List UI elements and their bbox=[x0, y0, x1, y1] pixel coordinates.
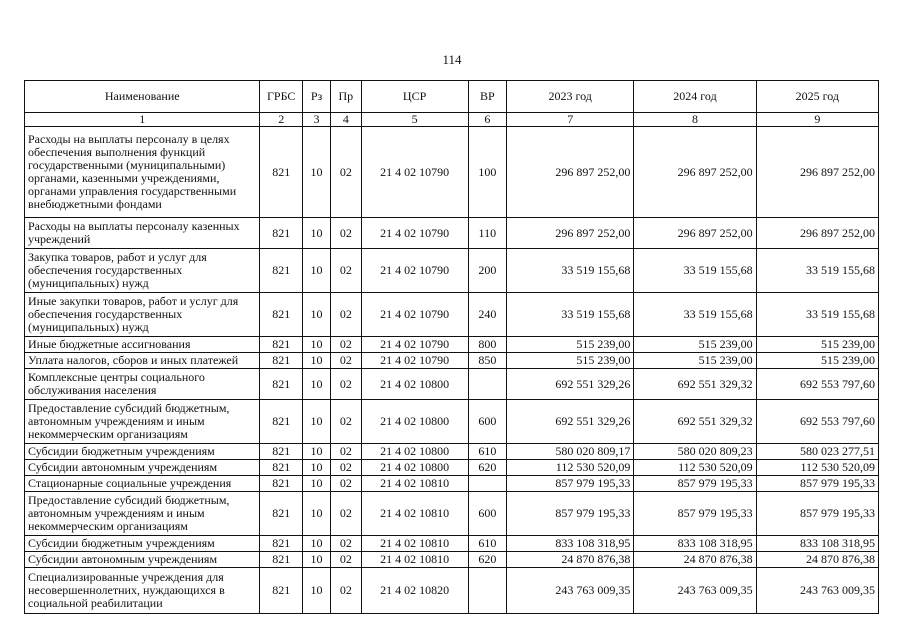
row-amount-2025: 833 108 318,95 bbox=[756, 536, 878, 552]
column-number: 5 bbox=[361, 113, 468, 127]
row-vr: 110 bbox=[468, 218, 506, 249]
table-row bbox=[25, 337, 879, 353]
row-amount-2024: 833 108 318,95 bbox=[634, 536, 756, 552]
row-pr: 02 bbox=[331, 127, 361, 218]
row-pr: 02 bbox=[331, 353, 361, 369]
row-grbs: 821 bbox=[260, 337, 302, 353]
row-grbs: 821 bbox=[260, 249, 302, 293]
row-name: Иные закупки товаров, работ и услуг для обеспечения государственных (муниципальных) нужд bbox=[25, 293, 260, 337]
row-grbs: 821 bbox=[260, 369, 302, 400]
row-grbs: 821 bbox=[260, 568, 302, 614]
row-grbs: 821 bbox=[260, 552, 302, 568]
row-vr bbox=[468, 369, 506, 400]
row-amount-2025: 296 897 252,00 bbox=[756, 218, 878, 249]
row-amount-2023: 296 897 252,00 bbox=[507, 218, 634, 249]
row-rz: 10 bbox=[302, 369, 330, 400]
row-grbs: 821 bbox=[260, 444, 302, 460]
row-csr: 21 4 02 10800 bbox=[361, 369, 468, 400]
column-number: 8 bbox=[634, 113, 756, 127]
row-amount-2023: 857 979 195,33 bbox=[507, 492, 634, 536]
header-vr: ВР bbox=[468, 81, 506, 113]
row-amount-2025: 33 519 155,68 bbox=[756, 249, 878, 293]
row-rz: 10 bbox=[302, 293, 330, 337]
row-pr: 02 bbox=[331, 218, 361, 249]
row-name: Специализированные учреждения для несовершеннолетних, нуждающихся в социальной реабилитации bbox=[25, 568, 260, 614]
table-row bbox=[25, 353, 879, 369]
column-number: 7 bbox=[507, 113, 634, 127]
row-pr: 02 bbox=[331, 400, 361, 444]
row-rz: 10 bbox=[302, 492, 330, 536]
row-name: Иные бюджетные ассигнования bbox=[25, 337, 260, 353]
row-amount-2024: 296 897 252,00 bbox=[634, 218, 756, 249]
column-number: 2 bbox=[260, 113, 302, 127]
row-vr: 100 bbox=[468, 127, 506, 218]
table-row bbox=[25, 492, 879, 536]
row-pr: 02 bbox=[331, 476, 361, 492]
row-name: Расходы на выплаты персоналу в целях обеспечения выполнения функций государственными (муниципальными) органами, казенными учреждениями, органами управления государственными внебюджетными фондами bbox=[25, 127, 260, 218]
row-grbs: 821 bbox=[260, 492, 302, 536]
row-pr: 02 bbox=[331, 337, 361, 353]
table-row bbox=[25, 552, 879, 568]
row-rz: 10 bbox=[302, 249, 330, 293]
row-csr: 21 4 02 10790 bbox=[361, 218, 468, 249]
row-amount-2023: 692 551 329,26 bbox=[507, 369, 634, 400]
table-header-row bbox=[25, 81, 879, 113]
row-name: Комплексные центры социального обслуживания населения bbox=[25, 369, 260, 400]
row-amount-2023: 33 519 155,68 bbox=[507, 293, 634, 337]
row-csr: 21 4 02 10800 bbox=[361, 460, 468, 476]
row-pr: 02 bbox=[331, 492, 361, 536]
row-amount-2023: 857 979 195,33 bbox=[507, 476, 634, 492]
row-grbs: 821 bbox=[260, 127, 302, 218]
header-2025: 2025 год bbox=[756, 81, 878, 113]
row-vr: 800 bbox=[468, 337, 506, 353]
row-csr: 21 4 02 10790 bbox=[361, 293, 468, 337]
row-amount-2023: 24 870 876,38 bbox=[507, 552, 634, 568]
row-amount-2024: 296 897 252,00 bbox=[634, 127, 756, 218]
table-row bbox=[25, 460, 879, 476]
row-csr: 21 4 02 10810 bbox=[361, 536, 468, 552]
header-pr: Пр bbox=[331, 81, 361, 113]
column-number: 3 bbox=[302, 113, 330, 127]
row-rz: 10 bbox=[302, 218, 330, 249]
row-amount-2024: 515 239,00 bbox=[634, 353, 756, 369]
row-vr bbox=[468, 568, 506, 614]
row-amount-2023: 515 239,00 bbox=[507, 353, 634, 369]
table-row bbox=[25, 400, 879, 444]
row-pr: 02 bbox=[331, 293, 361, 337]
row-csr: 21 4 02 10800 bbox=[361, 444, 468, 460]
row-grbs: 821 bbox=[260, 400, 302, 444]
row-vr: 610 bbox=[468, 536, 506, 552]
row-rz: 10 bbox=[302, 337, 330, 353]
row-grbs: 821 bbox=[260, 353, 302, 369]
row-name: Предоставление субсидий бюджетным, автономным учреждениям и иным некоммерческим организациям bbox=[25, 400, 260, 444]
row-amount-2023: 33 519 155,68 bbox=[507, 249, 634, 293]
row-amount-2025: 580 023 277,51 bbox=[756, 444, 878, 460]
column-number-row bbox=[25, 113, 879, 127]
row-amount-2025: 515 239,00 bbox=[756, 337, 878, 353]
row-name: Предоставление субсидий бюджетным, автономным учреждениям и иным некоммерческим организациям bbox=[25, 492, 260, 536]
row-amount-2024: 24 870 876,38 bbox=[634, 552, 756, 568]
row-pr: 02 bbox=[331, 536, 361, 552]
row-csr: 21 4 02 10790 bbox=[361, 249, 468, 293]
table-row bbox=[25, 293, 879, 337]
table-row bbox=[25, 568, 879, 614]
row-rz: 10 bbox=[302, 552, 330, 568]
row-amount-2025: 24 870 876,38 bbox=[756, 552, 878, 568]
row-grbs: 821 bbox=[260, 460, 302, 476]
row-name: Расходы на выплаты персоналу казенных учреждений bbox=[25, 218, 260, 249]
row-amount-2025: 515 239,00 bbox=[756, 353, 878, 369]
row-amount-2024: 243 763 009,35 bbox=[634, 568, 756, 614]
table-row bbox=[25, 369, 879, 400]
row-rz: 10 bbox=[302, 476, 330, 492]
row-csr: 21 4 02 10810 bbox=[361, 552, 468, 568]
row-amount-2024: 692 551 329,32 bbox=[634, 400, 756, 444]
row-pr: 02 bbox=[331, 249, 361, 293]
row-csr: 21 4 02 10810 bbox=[361, 476, 468, 492]
row-amount-2023: 833 108 318,95 bbox=[507, 536, 634, 552]
row-csr: 21 4 02 10790 bbox=[361, 337, 468, 353]
column-number: 1 bbox=[25, 113, 260, 127]
row-amount-2025: 243 763 009,35 bbox=[756, 568, 878, 614]
row-amount-2025: 857 979 195,33 bbox=[756, 492, 878, 536]
header-2024: 2024 год bbox=[634, 81, 756, 113]
row-pr: 02 bbox=[331, 552, 361, 568]
table-row bbox=[25, 476, 879, 492]
row-name: Субсидии бюджетным учреждениям bbox=[25, 444, 260, 460]
header-name: Наименование bbox=[25, 81, 260, 113]
row-amount-2024: 857 979 195,33 bbox=[634, 476, 756, 492]
row-amount-2024: 33 519 155,68 bbox=[634, 293, 756, 337]
row-amount-2025: 692 553 797,60 bbox=[756, 369, 878, 400]
row-amount-2025: 296 897 252,00 bbox=[756, 127, 878, 218]
row-amount-2025: 33 519 155,68 bbox=[756, 293, 878, 337]
row-amount-2024: 515 239,00 bbox=[634, 337, 756, 353]
row-vr: 850 bbox=[468, 353, 506, 369]
row-vr: 620 bbox=[468, 460, 506, 476]
page-number: 114 bbox=[442, 52, 462, 67]
table-row bbox=[25, 444, 879, 460]
row-amount-2024: 33 519 155,68 bbox=[634, 249, 756, 293]
row-amount-2023: 515 239,00 bbox=[507, 337, 634, 353]
row-grbs: 821 bbox=[260, 476, 302, 492]
row-amount-2023: 692 551 329,26 bbox=[507, 400, 634, 444]
column-number: 9 bbox=[756, 113, 878, 127]
row-rz: 10 bbox=[302, 127, 330, 218]
row-rz: 10 bbox=[302, 460, 330, 476]
row-vr: 240 bbox=[468, 293, 506, 337]
row-amount-2023: 243 763 009,35 bbox=[507, 568, 634, 614]
row-amount-2023: 580 020 809,17 bbox=[507, 444, 634, 460]
header-csr: ЦСР bbox=[361, 81, 468, 113]
row-name: Закупка товаров, работ и услуг для обеспечения государственных (муниципальных) нужд bbox=[25, 249, 260, 293]
row-amount-2024: 112 530 520,09 bbox=[634, 460, 756, 476]
row-pr: 02 bbox=[331, 369, 361, 400]
row-rz: 10 bbox=[302, 568, 330, 614]
budget-table bbox=[24, 80, 879, 614]
header-rz: Рз bbox=[302, 81, 330, 113]
table-row bbox=[25, 218, 879, 249]
row-amount-2023: 296 897 252,00 bbox=[507, 127, 634, 218]
column-number: 4 bbox=[331, 113, 361, 127]
row-pr: 02 bbox=[331, 568, 361, 614]
row-csr: 21 4 02 10790 bbox=[361, 127, 468, 218]
row-amount-2024: 580 020 809,23 bbox=[634, 444, 756, 460]
table-row bbox=[25, 249, 879, 293]
row-amount-2024: 692 551 329,32 bbox=[634, 369, 756, 400]
header-2023: 2023 год bbox=[507, 81, 634, 113]
row-rz: 10 bbox=[302, 400, 330, 444]
row-csr: 21 4 02 10820 bbox=[361, 568, 468, 614]
table-row bbox=[25, 127, 879, 218]
row-pr: 02 bbox=[331, 460, 361, 476]
row-name: Субсидии автономным учреждениям bbox=[25, 460, 260, 476]
row-csr: 21 4 02 10800 bbox=[361, 400, 468, 444]
row-vr: 620 bbox=[468, 552, 506, 568]
table-row bbox=[25, 536, 879, 552]
row-amount-2024: 857 979 195,33 bbox=[634, 492, 756, 536]
row-name: Субсидии бюджетным учреждениям bbox=[25, 536, 260, 552]
row-grbs: 821 bbox=[260, 536, 302, 552]
row-amount-2025: 692 553 797,60 bbox=[756, 400, 878, 444]
row-vr: 200 bbox=[468, 249, 506, 293]
row-name: Стационарные социальные учреждения bbox=[25, 476, 260, 492]
row-pr: 02 bbox=[331, 444, 361, 460]
row-csr: 21 4 02 10810 bbox=[361, 492, 468, 536]
header-grbs: ГРБС bbox=[260, 81, 302, 113]
row-vr: 610 bbox=[468, 444, 506, 460]
row-rz: 10 bbox=[302, 353, 330, 369]
row-amount-2025: 857 979 195,33 bbox=[756, 476, 878, 492]
row-amount-2025: 112 530 520,09 bbox=[756, 460, 878, 476]
row-name: Субсидии автономным учреждениям bbox=[25, 552, 260, 568]
row-grbs: 821 bbox=[260, 293, 302, 337]
row-vr bbox=[468, 476, 506, 492]
row-vr: 600 bbox=[468, 492, 506, 536]
row-amount-2023: 112 530 520,09 bbox=[507, 460, 634, 476]
row-name: Уплата налогов, сборов и иных платежей bbox=[25, 353, 260, 369]
column-number: 6 bbox=[468, 113, 506, 127]
row-rz: 10 bbox=[302, 444, 330, 460]
row-vr: 600 bbox=[468, 400, 506, 444]
row-grbs: 821 bbox=[260, 218, 302, 249]
row-csr: 21 4 02 10790 bbox=[361, 353, 468, 369]
row-rz: 10 bbox=[302, 536, 330, 552]
